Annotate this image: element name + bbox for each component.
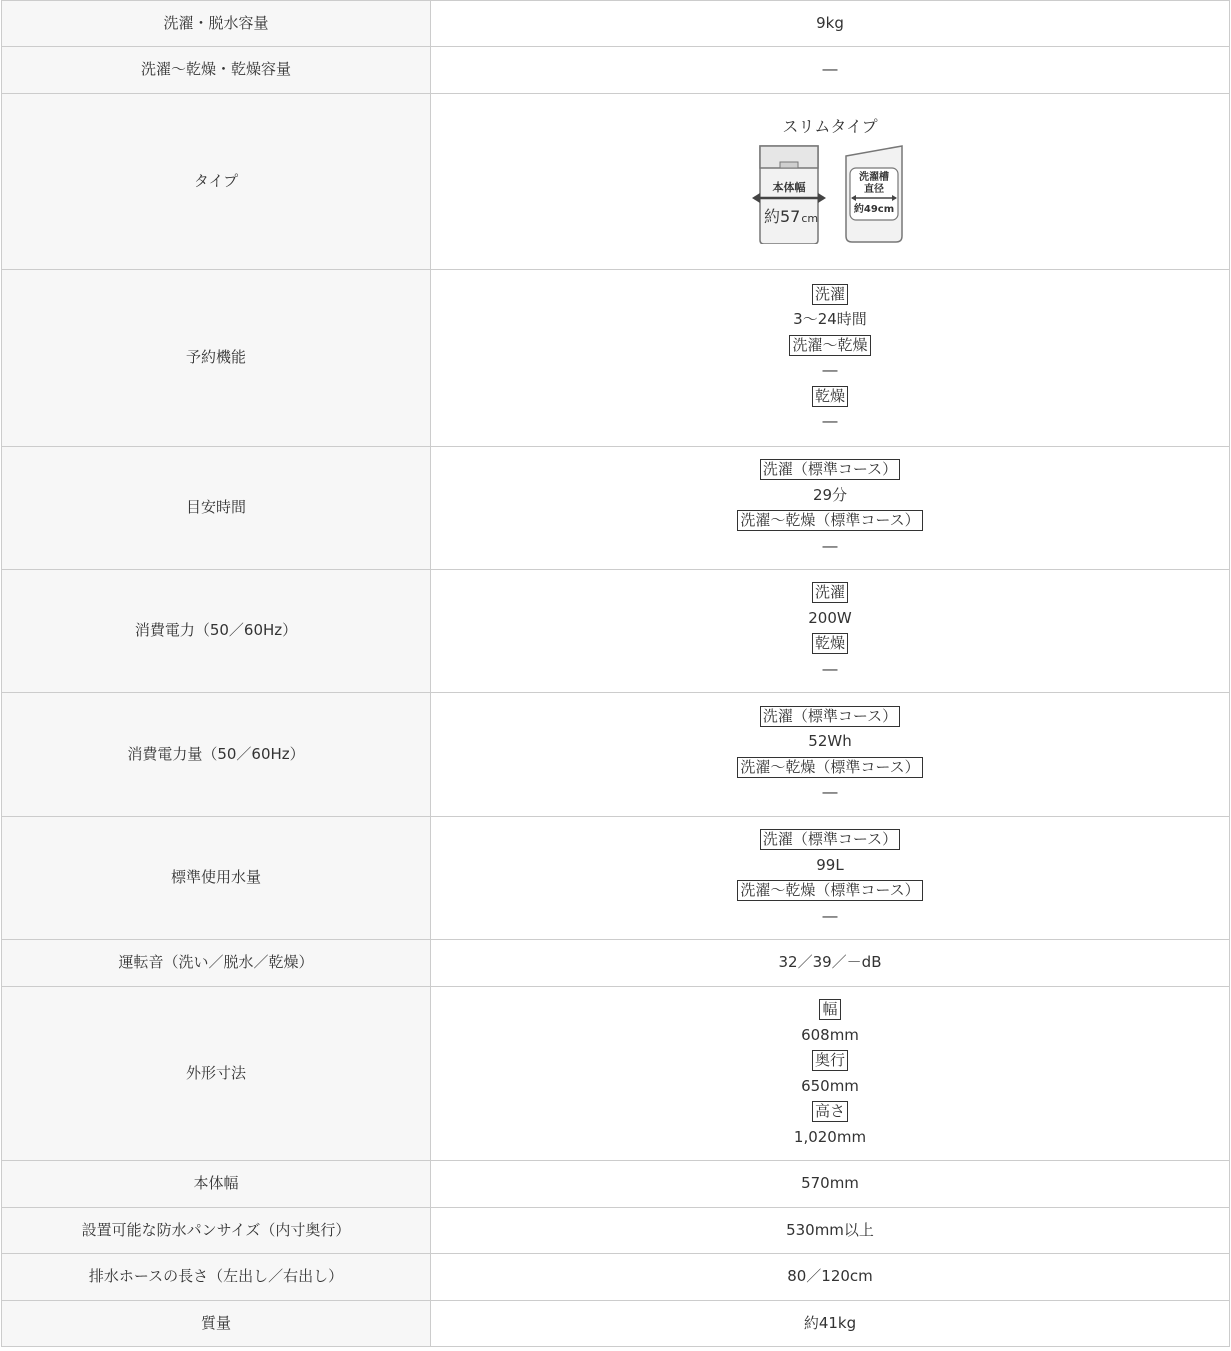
washer-side-view bbox=[846, 146, 902, 242]
table-row bbox=[2, 94, 1230, 270]
spec-value: 608mm bbox=[801, 1025, 859, 1044]
spec-value: 200W bbox=[808, 608, 852, 627]
row-value bbox=[431, 570, 1230, 693]
row-label: 排水ホースの長さ（左出し／右出し） bbox=[2, 1254, 431, 1301]
tub-label-2: 直径 bbox=[864, 183, 884, 195]
spec-tag: 洗濯～乾燥（標準コース） bbox=[737, 757, 922, 778]
spec-tag: 乾燥 bbox=[812, 633, 848, 654]
spec-value: 1,020mm bbox=[793, 1127, 867, 1146]
table-row bbox=[2, 987, 1230, 1161]
spec-tag: 洗濯（標準コース） bbox=[760, 706, 900, 727]
spec-value: ― bbox=[822, 536, 838, 555]
width-value: 約57cm bbox=[764, 206, 819, 226]
spec-tag: 高さ bbox=[812, 1101, 848, 1122]
row-label: 本体幅 bbox=[2, 1161, 431, 1208]
row-value: 570mm bbox=[431, 1161, 1230, 1208]
spec-value: 3～24時間 bbox=[793, 310, 867, 328]
table-row bbox=[2, 1208, 1230, 1254]
row-label: タイプ bbox=[2, 94, 431, 270]
table-row bbox=[2, 940, 1230, 987]
table-row bbox=[2, 47, 1230, 94]
row-label: 設置可能な防水パンサイズ（内寸奥行） bbox=[2, 1208, 431, 1254]
spec-tag: 洗濯 bbox=[812, 582, 848, 603]
row-label: 外形寸法 bbox=[2, 987, 431, 1161]
row-value bbox=[431, 817, 1230, 940]
spec-value: 99L bbox=[816, 855, 844, 874]
row-label: 消費電力量（50／60Hz） bbox=[2, 693, 431, 817]
spec-tag: 洗濯～乾燥（標準コース） bbox=[737, 880, 922, 901]
row-label: 洗濯・脱水容量 bbox=[2, 1, 431, 47]
table-row bbox=[2, 570, 1230, 693]
table-row bbox=[2, 270, 1230, 447]
slim-type-figure bbox=[752, 140, 908, 244]
table-row bbox=[2, 447, 1230, 570]
spec-value: ― bbox=[822, 659, 838, 678]
washer-front-view bbox=[752, 146, 826, 244]
row-value: ― bbox=[431, 47, 1230, 94]
table-row bbox=[2, 693, 1230, 817]
type-title: スリムタイプ bbox=[782, 116, 878, 136]
spec-value: ― bbox=[822, 783, 838, 801]
row-label: 消費電力（50／60Hz） bbox=[2, 570, 431, 693]
row-value bbox=[431, 693, 1230, 817]
spec-tag: 洗濯（標準コース） bbox=[760, 459, 900, 480]
spec-value: ― bbox=[822, 361, 838, 379]
row-value bbox=[431, 94, 1230, 270]
row-value bbox=[431, 447, 1230, 570]
spec-value: ― bbox=[822, 412, 838, 430]
spec-tag: 洗濯（標準コース） bbox=[760, 829, 900, 850]
table-row bbox=[2, 1301, 1230, 1347]
spec-tag: 洗濯～乾燥（標準コース） bbox=[737, 510, 922, 531]
spec-table bbox=[1, 0, 1230, 1347]
row-value: 9kg bbox=[431, 1, 1230, 47]
spec-tag: 乾燥 bbox=[812, 386, 848, 407]
row-value bbox=[431, 987, 1230, 1161]
table-row bbox=[2, 817, 1230, 940]
table-row bbox=[2, 1161, 1230, 1208]
tub-label-1: 洗濯槽 bbox=[859, 171, 889, 183]
row-label: 目安時間 bbox=[2, 447, 431, 570]
row-value: 約41kg bbox=[431, 1301, 1230, 1347]
table-row bbox=[2, 1, 1230, 47]
row-value: 32／39／－dB bbox=[431, 940, 1230, 987]
spec-value: 52Wh bbox=[808, 732, 852, 750]
row-value bbox=[431, 270, 1230, 447]
row-label: 洗濯～乾燥・乾燥容量 bbox=[2, 47, 431, 94]
row-value: 530mm以上 bbox=[431, 1208, 1230, 1254]
tub-value: 約49cm bbox=[853, 203, 895, 215]
row-value: 80／120cm bbox=[431, 1254, 1230, 1301]
row-label: 質量 bbox=[2, 1301, 431, 1347]
row-label: 運転音（洗い／脱水／乾燥） bbox=[2, 940, 431, 987]
width-label: 本体幅 bbox=[772, 180, 806, 194]
spec-value: 29分 bbox=[812, 485, 848, 504]
spec-tag: 奥行 bbox=[812, 1050, 848, 1071]
table-row bbox=[2, 1254, 1230, 1301]
row-label: 予約機能 bbox=[2, 270, 431, 447]
spec-tag: 洗濯 bbox=[812, 284, 848, 305]
row-label: 標準使用水量 bbox=[2, 817, 431, 940]
spec-tag: 幅 bbox=[819, 999, 840, 1020]
spec-value: ― bbox=[822, 906, 838, 925]
spec-value: 650mm bbox=[801, 1076, 859, 1095]
spec-tag: 洗濯～乾燥 bbox=[789, 335, 870, 356]
